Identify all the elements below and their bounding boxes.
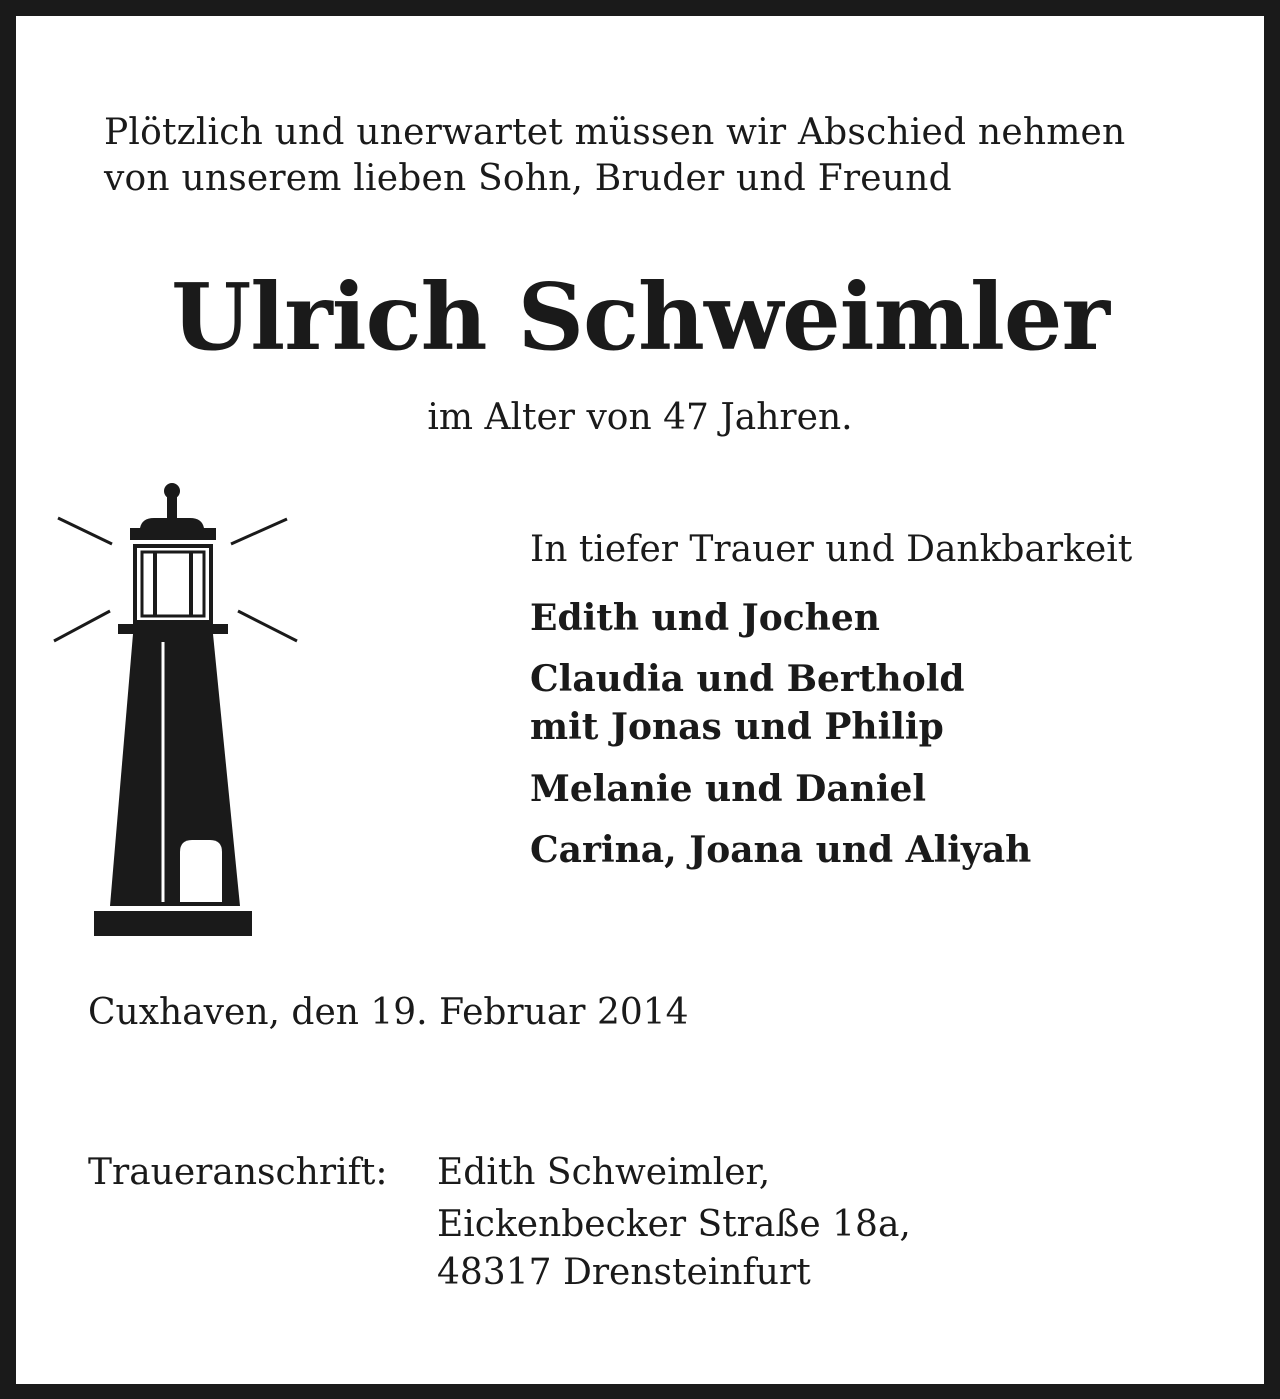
family-line: Melanie und Daniel <box>530 768 927 810</box>
address-label: Traueranschrift: <box>88 1152 388 1193</box>
mourning-line: In tiefer Trauer und Dankbarkeit <box>530 529 1133 570</box>
place-date: Cuxhaven, den 19. Februar 2014 <box>88 992 689 1033</box>
address-line: Edith Schweimler, <box>437 1152 771 1193</box>
family-line: Edith und Jochen <box>530 597 880 639</box>
deceased-name: Ulrich Schweimler <box>171 263 1109 371</box>
intro-text <box>104 110 1125 202</box>
intro-line-2: von unserem lieben Sohn, Bruder und Freund <box>104 158 952 199</box>
family-line: mit Jonas und Philip <box>530 706 944 748</box>
address-line: Eickenbecker Straße 18a, <box>437 1204 911 1245</box>
lighthouse-icon <box>40 470 320 950</box>
family-line: Carina, Joana und Aliyah <box>530 829 1032 871</box>
family-line: Claudia und Berthold <box>530 658 965 700</box>
age-line: im Alter von 47 Jahren. <box>427 397 853 438</box>
address-line: 48317 Drensteinfurt <box>437 1252 811 1293</box>
intro-line-1: Plötzlich und unerwartet müssen wir Abschied nehmen <box>104 112 1126 153</box>
